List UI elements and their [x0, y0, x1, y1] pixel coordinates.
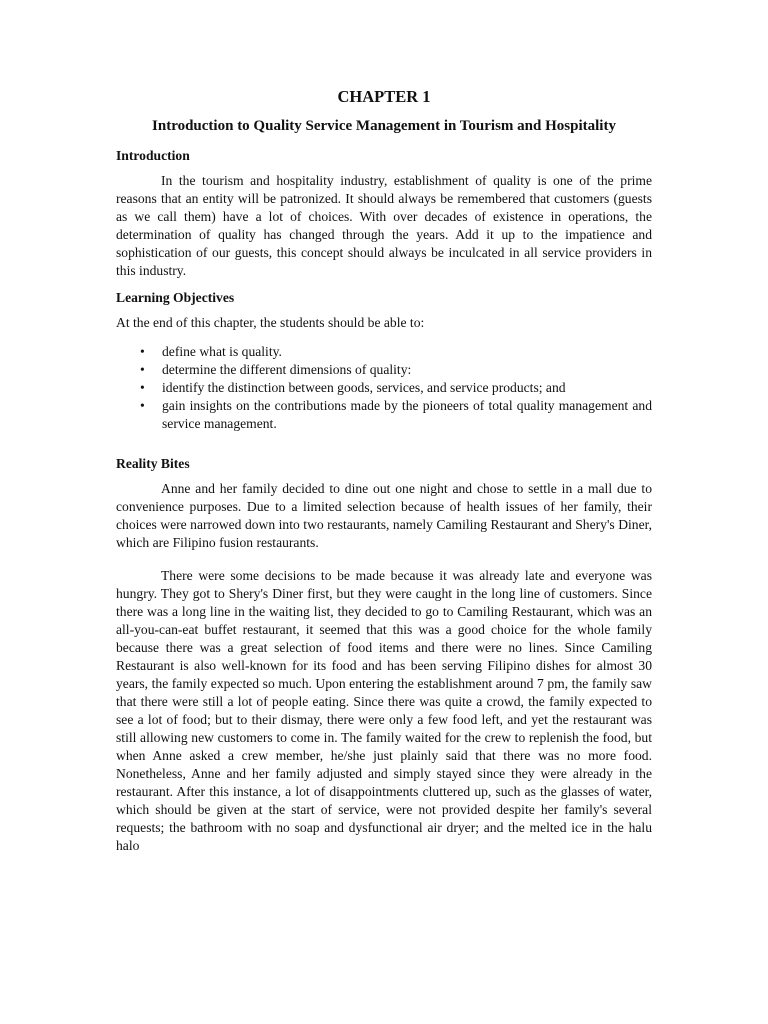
introduction-paragraph: In the tourism and hospitality industry, establishment of quality is one of the prime reasons that an entity will be patronized. It should always be remembered that customers (guests as we call them) have a lot of choices. With over decades of existence in operations, the determination of quality has changed through the years. Add it up to the impatience and sophistication of our guests, this concept should always be inculcated in all service providers in this industry.: [116, 173, 652, 278]
story-paragraph: Anne and her family decided to dine out one night and chose to settle in a mall due to convenience purposes. Due to a limited selection because of health issues of her family, their choices were narrowed down into two restaurants, namely Camiling Restaurant and Shery's Diner, which are Filipino fusion restaurants.: [116, 481, 652, 550]
story-paragraph: There were some decisions to be made because it was already late and everyone was hungry. They got to Shery's Diner first, but they were caught in the long line of customers. Since there was a long line in the waiting list, they decided to go to Camiling Restaurant, which was an all-you-can-eat buffet restaurant, it seemed that this was a good choice for the whole family because there was a great selection of food items and there were no lines. Since Camiling Restaurant is also well-known for its food and has been serving Filipino dishes for almost 30 years, the family expected so much. Upon entering the establishment around 7 pm, the family saw that there were still a lot of people eating. Since there was quite a crowd, the family expected to see a lot of food; but to their dismay, there were only a few food left, and yet the restaurant was still allowing new customers to come in. The family waited for the crew to replenish the food, but when Anne asked a crew member, he/she just plainly said that there was no more food. Nonetheless, Anne and her family adjusted and simply stayed since they were already in the restaurant. After this instance, a lot of disappointments cluttered up, such as the glasses of water, which should be given at the start of service, were not provided despite her family's several requests; the bathroom with no soap and dysfunctional air dryer; and the melted ice in the halu halo: [116, 568, 652, 853]
page-content: [116, 86, 652, 864]
objective-item: [116, 397, 652, 433]
objective-item: [116, 343, 652, 361]
bullet-icon: •: [140, 362, 145, 377]
chapter-title: Introduction to Quality Service Management in Tourism and Hospitality: [152, 118, 616, 134]
reality-bites-heading: Reality Bites: [116, 456, 190, 471]
learning-objectives-heading: Learning Objectives: [116, 290, 235, 305]
objective-item: [116, 379, 652, 397]
objective-text: gain insights on the contributions made by the pioneers of total quality management and service management.: [162, 398, 652, 431]
chapter-label: CHAPTER 1: [337, 87, 431, 106]
bullet-icon: •: [140, 344, 145, 359]
bullet-icon: •: [140, 398, 145, 413]
objectives-list: [116, 343, 652, 433]
objective-item: [116, 361, 652, 379]
objective-text: determine the different dimensions of quality:: [162, 362, 412, 377]
learning-objectives-lead: At the end of this chapter, the students should be able to:: [116, 315, 425, 330]
introduction-heading: Introduction: [116, 148, 190, 163]
objective-text: define what is quality.: [162, 344, 282, 359]
objective-text: identify the distinction between goods, services, and service products; and: [162, 380, 566, 395]
bullet-icon: •: [140, 380, 145, 395]
